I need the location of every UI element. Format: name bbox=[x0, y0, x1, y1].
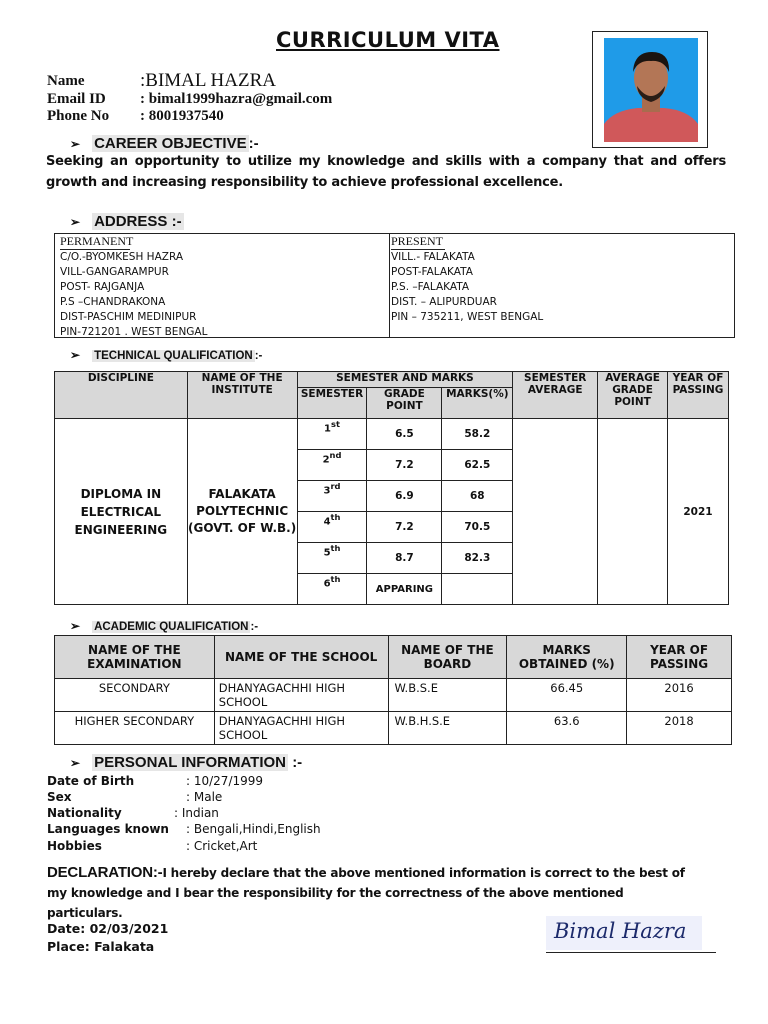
semester-average-header: SEMESTER AVERAGE bbox=[513, 372, 598, 419]
arrow-bullet-icon: ➢ bbox=[70, 348, 81, 362]
permanent-address: PERMANENT C/O.-BYOMKESH HAZRA VILL-GANGARAMPUR POST- RAJGANJA P.S –CHANDRAKONA DIST-PASCHIM MEDINIPUR PIN-721201 . WEST BENGAL bbox=[60, 234, 208, 338]
address-table bbox=[54, 233, 735, 338]
email-label: Email ID bbox=[47, 91, 106, 107]
marks-header: MARKS(%) bbox=[442, 388, 513, 419]
year-cell: 2016 bbox=[627, 679, 732, 712]
arrow-bullet-icon: ➢ bbox=[70, 756, 81, 770]
phone-label: Phone No bbox=[47, 108, 110, 124]
exam-cell: HIGHER SECONDARY bbox=[55, 712, 215, 745]
address-heading: ➢ ADDRESS :- bbox=[70, 213, 182, 230]
semester-cell: 5th bbox=[297, 543, 367, 574]
declaration bbox=[47, 863, 687, 923]
board-cell: W.B.S.E bbox=[388, 679, 507, 712]
signature-text: Bimal Hazra bbox=[554, 919, 687, 943]
marks-cell bbox=[442, 574, 513, 605]
place: Place: Falakata bbox=[47, 939, 155, 954]
semester-marks-header: SEMESTER AND MARKS bbox=[297, 372, 513, 388]
arrow-bullet-icon: ➢ bbox=[70, 137, 81, 151]
average-grade-header: AVERAGE GRADE POINT bbox=[598, 372, 668, 419]
exam-cell: SECONDARY bbox=[55, 679, 215, 712]
exam-header: NAME OF THE EXAMINATION bbox=[55, 636, 215, 679]
grade-cell: 6.5 bbox=[367, 419, 442, 450]
academic-qualification-heading: ➢ ACADEMIC QUALIFICATION :- bbox=[70, 619, 259, 633]
personal-information-heading: ➢ PERSONAL INFORMATION :- bbox=[70, 754, 303, 771]
grade-cell: 8.7 bbox=[367, 543, 442, 574]
profile-photo bbox=[604, 38, 698, 142]
table-row bbox=[55, 712, 732, 745]
present-address: PRESENT VILL.- FALAKATA POST-FALAKATA P.S. –FALAKATA DIST. – ALIPURDUAR PIN – 735211, WEST BENGAL bbox=[391, 234, 544, 323]
marks-cell: 82.3 bbox=[442, 543, 513, 574]
average-grade-cell bbox=[598, 419, 668, 605]
table-row bbox=[55, 679, 732, 712]
semester-average-cell bbox=[513, 419, 598, 605]
school-cell: DHANYAGACHHI HIGH SCHOOL bbox=[214, 712, 388, 745]
institute-header: NAME OF THE INSTITUTE bbox=[187, 372, 297, 419]
marks-cell: 58.2 bbox=[442, 419, 513, 450]
board-header: NAME OF THE BOARD bbox=[388, 636, 507, 679]
marks-cell: 62.5 bbox=[442, 450, 513, 481]
arrow-bullet-icon: ➢ bbox=[70, 619, 81, 633]
page-title: CURRICULUM VITA bbox=[276, 28, 500, 52]
academic-qualification-table bbox=[54, 635, 732, 745]
grade-cell: 6.9 bbox=[367, 481, 442, 512]
marks-cell: 63.6 bbox=[507, 712, 627, 745]
career-objective-heading: ➢ CAREER OBJECTIVE :- bbox=[70, 135, 259, 152]
signature-image bbox=[546, 916, 702, 950]
discipline-header: DISCIPLINE bbox=[55, 372, 188, 419]
semester-header: SEMESTER bbox=[297, 388, 367, 419]
semester-cell: 6th bbox=[297, 574, 367, 605]
email-value: : bimal1999hazra@gmail.com bbox=[140, 91, 333, 107]
name-value: :BIMAL HAZRA bbox=[140, 70, 276, 91]
grade-cell: APPARING bbox=[367, 574, 442, 605]
marks-cell: 70.5 bbox=[442, 512, 513, 543]
phone-value: : 8001937540 bbox=[140, 108, 224, 124]
semester-cell: 2nd bbox=[297, 450, 367, 481]
grade-cell: 7.2 bbox=[367, 512, 442, 543]
year-cell: 2021 bbox=[668, 419, 729, 605]
marks-cell: 68 bbox=[442, 481, 513, 512]
career-objective-text: Seeking an opportunity to utilize my knowledge and skills with a company that and offers growth and increasing responsibility to achieve professional excellence. bbox=[46, 154, 726, 190]
marks-obtained-header: MARKS OBTAINED (%) bbox=[507, 636, 627, 679]
address-divider bbox=[389, 234, 390, 337]
year-cell: 2018 bbox=[627, 712, 732, 745]
date: Date: 02/03/2021 bbox=[47, 921, 169, 936]
present-header: PRESENT bbox=[391, 234, 444, 248]
discipline-cell: DIPLOMA IN ELECTRICAL ENGINEERING bbox=[55, 419, 188, 605]
board-cell: W.B.H.S.E bbox=[388, 712, 507, 745]
table-row bbox=[55, 419, 729, 450]
declaration-heading: DECLARATION:- bbox=[47, 864, 163, 881]
hobbies-row: Hobbies : Cricket,Art bbox=[47, 839, 258, 853]
declaration-text: I hereby declare that the above mentioned information is correct to the best of my knowledge and I bear the responsibility for the correctness of the above mentioned particulars. bbox=[47, 866, 685, 920]
signature-line bbox=[546, 952, 716, 953]
languages-row: Languages known : Bengali,Hindi,English bbox=[47, 822, 321, 836]
technical-qualification-heading: ➢ TECHNICAL QUALIFICATION :- bbox=[70, 348, 263, 362]
grade-cell: 7.2 bbox=[367, 450, 442, 481]
semester-cell: 1st bbox=[297, 419, 367, 450]
school-header: NAME OF THE SCHOOL bbox=[214, 636, 388, 679]
semester-cell: 3rd bbox=[297, 481, 367, 512]
name-label: Name bbox=[47, 73, 85, 89]
technical-qualification-table bbox=[54, 371, 729, 605]
arrow-bullet-icon: ➢ bbox=[70, 215, 81, 229]
dob-row: Date of Birth : 10/27/1999 bbox=[47, 774, 264, 788]
sex-row: Sex : Male bbox=[47, 790, 223, 804]
institute-cell: FALAKATA POLYTECHNIC (GOVT. OF W.B.) bbox=[187, 419, 297, 605]
year-header: YEAR OF PASSING bbox=[668, 372, 729, 419]
grade-point-header: GRADE POINT bbox=[367, 388, 442, 419]
profile-photo-frame bbox=[592, 31, 708, 148]
school-cell: DHANYAGACHHI HIGH SCHOOL bbox=[214, 679, 388, 712]
year-of-passing-header: YEAR OF PASSING bbox=[627, 636, 732, 679]
marks-cell: 66.45 bbox=[507, 679, 627, 712]
person-photo-icon bbox=[604, 38, 698, 142]
nationality-row: Nationality : Indian bbox=[47, 806, 219, 820]
semester-cell: 4th bbox=[297, 512, 367, 543]
permanent-header: PERMANENT bbox=[60, 234, 134, 248]
